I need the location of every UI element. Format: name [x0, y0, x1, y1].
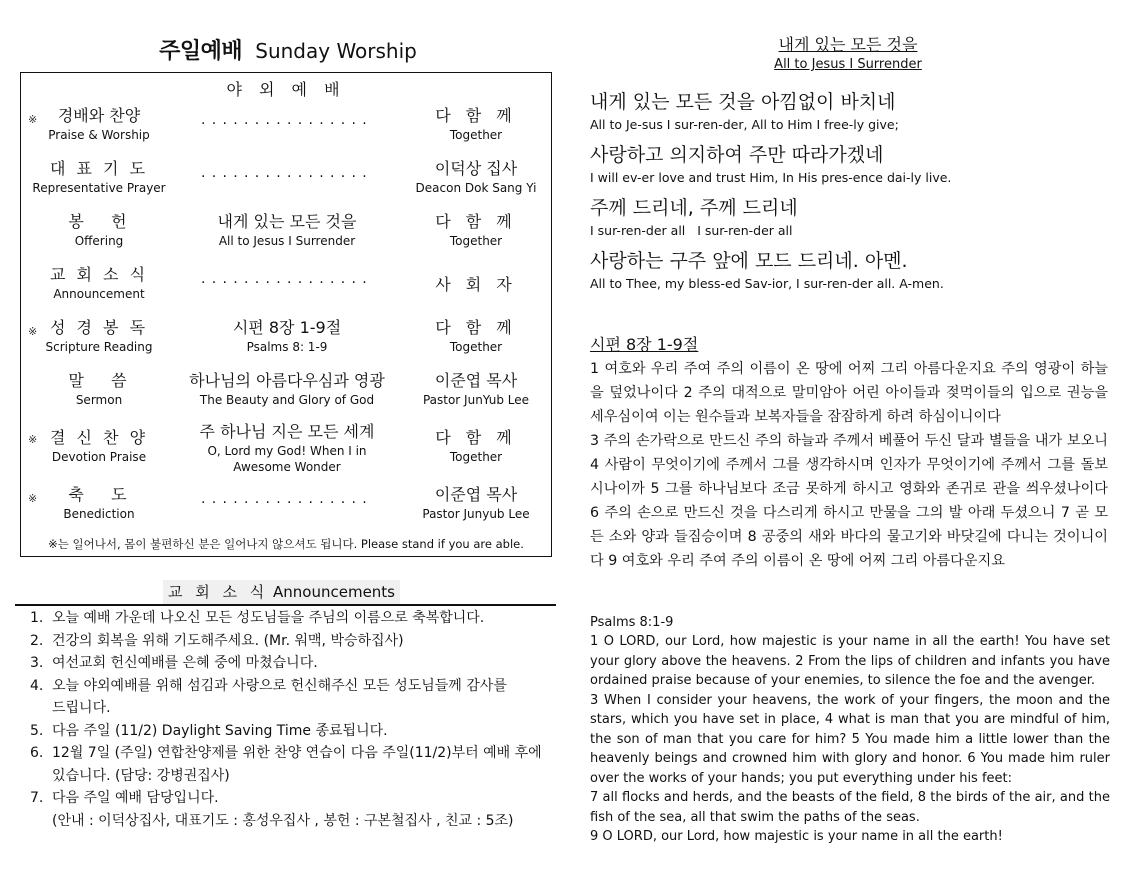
- lyric-line: 내게 있는 모든 것을 아낌없이 바치네 All to Je-sus I sur-ren-der, All to Him I free-ly give;: [590, 91, 899, 132]
- program-item-content: 내게 있는 모든 것을 All to Jesus I Surrender: [217, 212, 357, 248]
- dot-leader: ................: [200, 165, 373, 181]
- announcements-heading: 교 회 소 식 Announcements: [163, 580, 400, 604]
- program-item-content: 시편 8장 1-9절 Psalms 8: 1-9: [232, 318, 342, 354]
- hymn-lyrics: [590, 88, 1120, 300]
- scripture-reference-en: Psalms 8:1-9: [590, 615, 674, 630]
- program-item-content: 하나님의 아름다우심과 영광 The Beauty and Glory of God: [189, 371, 385, 407]
- program-item-leader: 다 함 께 Together: [435, 318, 517, 354]
- hymn-title-ko: 내게 있는 모든 것을: [778, 35, 918, 54]
- scripture-text-en: 1 O LORD, our Lord, how majestic is your name in all the earth! You have set your glory above the heavens. 2 From the lips of children and infants you have ordained praise because of your enemies, to silence the foe and the avenger. 3 When I consider your heavens, the work of your fingers, the moon and the stars, which you have set in place, 4 what is man that you are mindful of him, the son of man that you care for him? 5 You made him a little lower than the heavenly beings and crowned him with glory and honor. 6 You made him ruler over the works of your hands; you put everything under his feet: 7 all flocks and herds, and the beasts of the field, 8 the birds of the air, and the fish of the sea, all that swim the paths of the seas. 9 O LORD, our Lord, how majestic is your name in all the earth!: [590, 634, 1110, 844]
- lyric-line: 사랑하는 구주 앞에 모드 드리네. 아멘. All to Thee, my bless-ed Sav-ior, I sur-ren-der all. A-men.: [590, 250, 944, 291]
- lyric-line: 사랑하고 의지하여 주만 따라가겠네 I will ev-er love and trust Him, In His pres-ence dai-ly live.: [590, 144, 952, 185]
- program-item-name: 봉 헌 Offering: [68, 212, 130, 248]
- program-item-name: 축 도 Benediction: [63, 485, 135, 521]
- program-item-name: 결 신 찬 양 Devotion Praise: [49, 428, 149, 464]
- stand-note: ※는 일어나서, 몸이 불편하신 분은 일어나지 않으셔도 됩니다. Please stand if you are able.: [48, 537, 524, 551]
- scripture-heading: 시편 8장 1-9절: [590, 335, 699, 354]
- stand-mark-icon: ※: [28, 325, 38, 338]
- program-item-name: 성 경 봉 독 Scripture Reading: [45, 318, 153, 354]
- list-item: 3. 여선교회 헌신예배를 은혜 중에 마쳤습니다.: [30, 655, 318, 671]
- dot-leader: ................: [200, 491, 373, 507]
- list-item: 6. 12월 7일 (주일) 연합찬양제를 위한 찬양 연습이 다음 주일(11/2)부터 예배 후에 있습니다. (담당: 강병권집사): [30, 745, 542, 784]
- program-row-devotion: [21, 421, 551, 483]
- list-item: 5. 다음 주일 (11/2) Daylight Saving Time 종료됩니다.: [30, 722, 388, 739]
- scripture-text-ko: 1 여호와 우리 주여 주의 이름이 온 땅에 어찌 그리 아름다운지요 주의 영광이 하늘을 덮었나이다 2 주의 대적으로 말미암아 어린 아이들과 젖먹이들의 입으로 권능을 세우심이여 이는 원수들과 보복자들을 잠잠하게 하려 하심이니이다 3 주의 손가락으로 만드신 주의 하늘과 주께서 베풀어 두신 달과 별들을 내가 보오니 4 사람이 무엇이기에 주께서 그를 생각하시며 인자가 무엇이기에 주께서 그를 돌보시나이까 5 그를 하나님보다 조금 못하게 하시고 영화와 존귀로 관을 씌우셨나이다 6 주의 손으로 만드신 것을 다스리게 하시고 만물을 그의 발 아래 두셨으니 7 곧 모든 소와 양과 들짐승이며 8 공중의 새와 바다의 물고기와 바닷길에 다니는 것이니이다 9 여호와 우리 주여 주의 이름이 온 땅에 어찌 그리 아름다운지요: [590, 361, 1108, 569]
- program-row-scripture: [21, 317, 551, 367]
- list-item: 2. 건강의 회복을 위해 기도해주세요. (Mr. 워맥, 박승하집사): [30, 632, 404, 649]
- list-item: 7. 다음 주일 예배 담당입니다. (안내 : 이덕상집사, 대표기도 : 홍성우집사 , 봉헌 : 구본철집사 , 친교 : 5조): [30, 790, 514, 829]
- program-item-leader: 다 함 께 Together: [435, 212, 517, 248]
- lyric-line: 주께 드리네, 주께 드리네 I sur-ren-der all I sur-ren-der all: [590, 197, 798, 238]
- program-item-leader: 다 함 께 Together: [435, 106, 517, 142]
- stand-mark-icon: ※: [28, 492, 38, 505]
- worship-title-ko: 주일예배: [159, 39, 243, 64]
- stand-mark-icon: ※: [28, 113, 38, 126]
- program-item-leader: 이덕상 집사 Deacon Dok Sang Yi: [415, 159, 537, 195]
- program-item-name: 대 표 기 도 Representative Prayer: [32, 159, 166, 195]
- program-item-leader: 사 회 자: [435, 275, 517, 294]
- order-of-worship-box: [20, 72, 552, 557]
- announcements-list: [30, 607, 550, 832]
- program-item-name: 교 회 소 식 Announcement: [49, 265, 149, 301]
- list-item: 4. 오늘 야외예배를 위해 섬김과 사랑으로 헌신해주신 모든 성도님들께 감사를 드립니다.: [30, 677, 507, 716]
- program-row-sermon: [21, 370, 551, 420]
- program-item-leader: 다 함 께 Together: [435, 428, 517, 464]
- worship-title: [0, 34, 576, 65]
- stand-mark-icon: ※: [28, 433, 38, 446]
- program-item-name: 말 씀 Sermon: [68, 371, 130, 407]
- program-row-prayer: [21, 158, 551, 208]
- program-item-leader: 이준엽 목사 Pastor Junyub Lee: [422, 485, 530, 521]
- program-item-name: 경배와 찬양 Praise & Worship: [48, 106, 150, 142]
- program-row-announcement: [21, 264, 551, 314]
- service-heading: 야 외 예 배: [226, 80, 346, 99]
- hymn-title: [576, 34, 1120, 74]
- worship-title-en: Sunday Worship: [255, 39, 417, 63]
- program-item-leader: 이준엽 목사 Pastor JunYub Lee: [422, 371, 530, 407]
- program-row-benediction: [21, 484, 551, 534]
- announcements-divider: [15, 604, 556, 606]
- list-item: 1. 오늘 예배 가운데 나오신 모든 성도님들을 주님의 이름으로 축복합니다.: [30, 610, 485, 626]
- dot-leader: ................: [200, 271, 373, 287]
- program-row-praise: [21, 105, 551, 155]
- program-item-content: 주 하나님 지은 모든 세계 O, Lord my God! When I in Awesome Wonder: [199, 422, 375, 474]
- dot-leader: ................: [200, 112, 373, 128]
- program-row-offering: [21, 211, 551, 261]
- hymn-title-en: All to Jesus I Surrender: [774, 57, 922, 72]
